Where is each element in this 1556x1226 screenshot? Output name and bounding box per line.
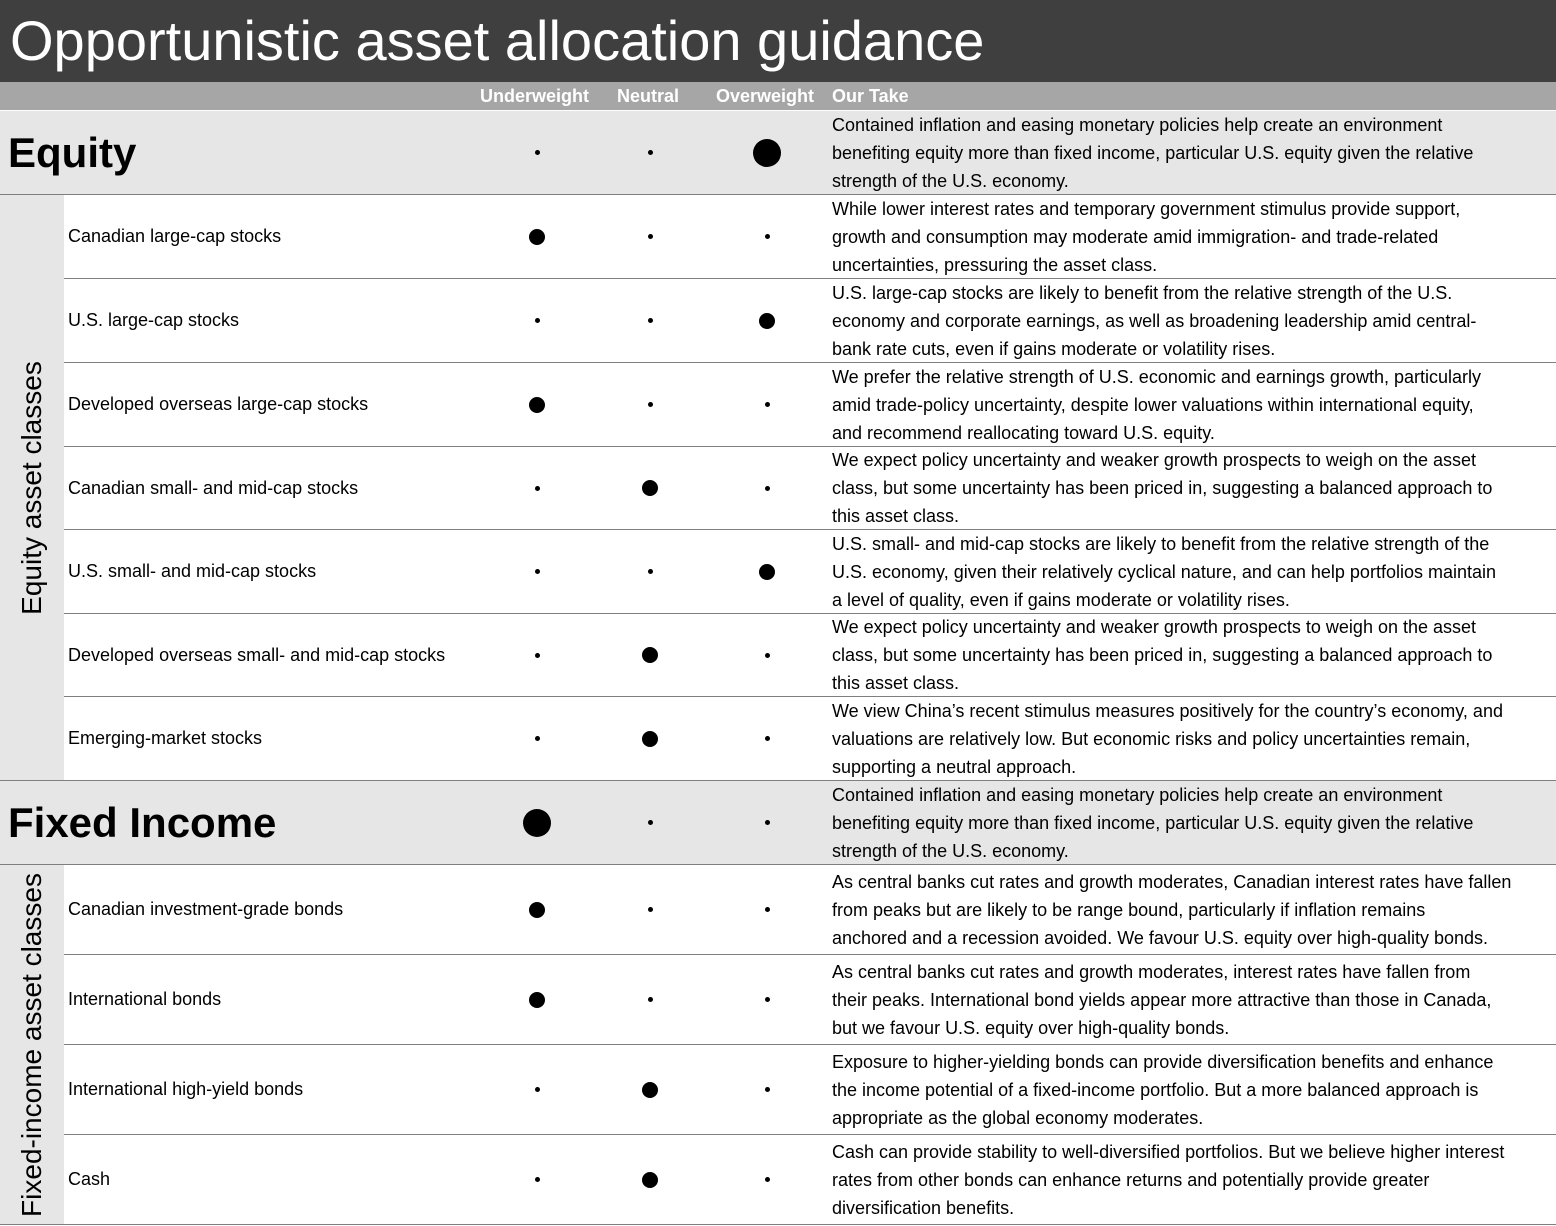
column-header-row [0,82,1556,110]
table-row [64,195,1556,279]
equity-side-band [0,195,64,781]
side-label: Fixed-income asset classes [16,872,47,1217]
row-take: Exposure to higher-yielding bonds can provide diversification benefits and enhance the income potential of a fixed-income portfolio. But a more balanced approach is appropriate as the global economy moderates. [832,1051,1494,1128]
row-take: Cash can provide stability to well-diversified portfolios. But we believe higher interest rates from other bonds can enhance returns and potentially provide greater diversification benefits. [832,1141,1505,1218]
row-label: Canadian large-cap stocks [68,226,282,246]
row-label: Cash [68,1169,111,1189]
fixed-income-side-band [0,865,64,1225]
header-overweight: Overweight [716,86,815,106]
category-label: Equity [8,129,137,176]
header-neutral: Neutral [617,86,680,106]
row-label: Emerging-market stocks [68,728,263,748]
row-label: Developed overseas large-cap stocks [68,394,369,414]
header-our-take: Our Take [832,86,909,106]
side-label: Equity asset classes [16,360,47,615]
row-take: U.S. small- and mid-cap stocks are likely to benefit from the relative strength of the U.S. economy, given their relatively cyclical nature, and can help portfolios maintain a level of quality, even if gains moderate or volatility rises. [832,533,1496,610]
row-label: Canadian small- and mid-cap stocks [68,477,359,498]
row-take: We expect policy uncertainty and weaker growth prospects to weigh on the asset class, but some uncertainty has been priced in, suggesting a balanced approach to this asset class. [832,450,1493,526]
row-take: We view China’s recent stimulus measures positively for the country’s economy, and valuations are relatively low. But economic risks and policy uncertainties remain, supporting a neutral approach. [832,700,1503,777]
row-take: We prefer the relative strength of U.S. economic and earnings growth, particularly amid trade-policy uncertainty, despite lower valuations within international equity, and recommend reallocating toward U.S. equity. [832,366,1481,443]
table-row [64,1045,1556,1135]
row-label: U.S. small- and mid-cap stocks [68,561,317,581]
header-underweight: Underweight [480,86,590,106]
page-title: Opportunistic asset allocation guidance [0,0,1556,82]
category-take: Contained inflation and easing monetary policies help create an environment benefiting equity more than fixed income, particular U.S. equity given the relative strength of the U.S. economy. [832,784,1474,861]
equity-category-row [0,111,1556,195]
table-row [64,955,1556,1045]
table-row [64,614,1556,697]
row-label: Canadian investment-grade bonds [68,899,344,919]
table-row [64,363,1556,447]
row-take: We expect policy uncertainty and weaker growth prospects to weigh on the asset class, but some uncertainty has been priced in, suggesting a balanced approach to this asset class. [832,617,1493,693]
category-label: Fixed Income [8,799,277,846]
table-row [64,530,1556,614]
table-row [64,279,1556,363]
table-row [64,1135,1556,1225]
row-take: As central banks cut rates and growth moderates, interest rates have fallen from their peaks. International bond yields appear more attractive than those in Canada, but we favour U.S. equity over high-quality bonds. [832,961,1492,1038]
row-take: While lower interest rates and temporary government stimulus provide support, growth and consumption may moderate amid immigration- and trade-related uncertainties, pressuring the asset class. [832,198,1461,275]
row-label: International high-yield bonds [68,1079,304,1099]
table-row [64,447,1556,530]
row-take: U.S. large-cap stocks are likely to benefit from the relative strength of the U.S. economy and corporate earnings, as well as broadening leadership amid central- bank rate cuts, even if gains moderate or volatility rises. [832,282,1477,359]
row-label: Developed overseas small- and mid-cap stocks [68,644,446,665]
row-label: U.S. large-cap stocks [68,310,240,330]
row-label: International bonds [68,989,222,1009]
category-take: Contained inflation and easing monetary policies help create an environment benefiting equity more than fixed income, particular U.S. equity given the relative strength of the U.S. economy. [832,114,1474,191]
row-take: As central banks cut rates and growth moderates, Canadian interest rates have fallen from peaks but are likely to be range bound, particularly if inflation remains anchored and a recession avoided. We favour U.S. equity over high-quality bonds. [832,871,1512,948]
table-row [64,697,1556,781]
table-row [64,865,1556,955]
fixed-income-category-row [0,781,1556,865]
